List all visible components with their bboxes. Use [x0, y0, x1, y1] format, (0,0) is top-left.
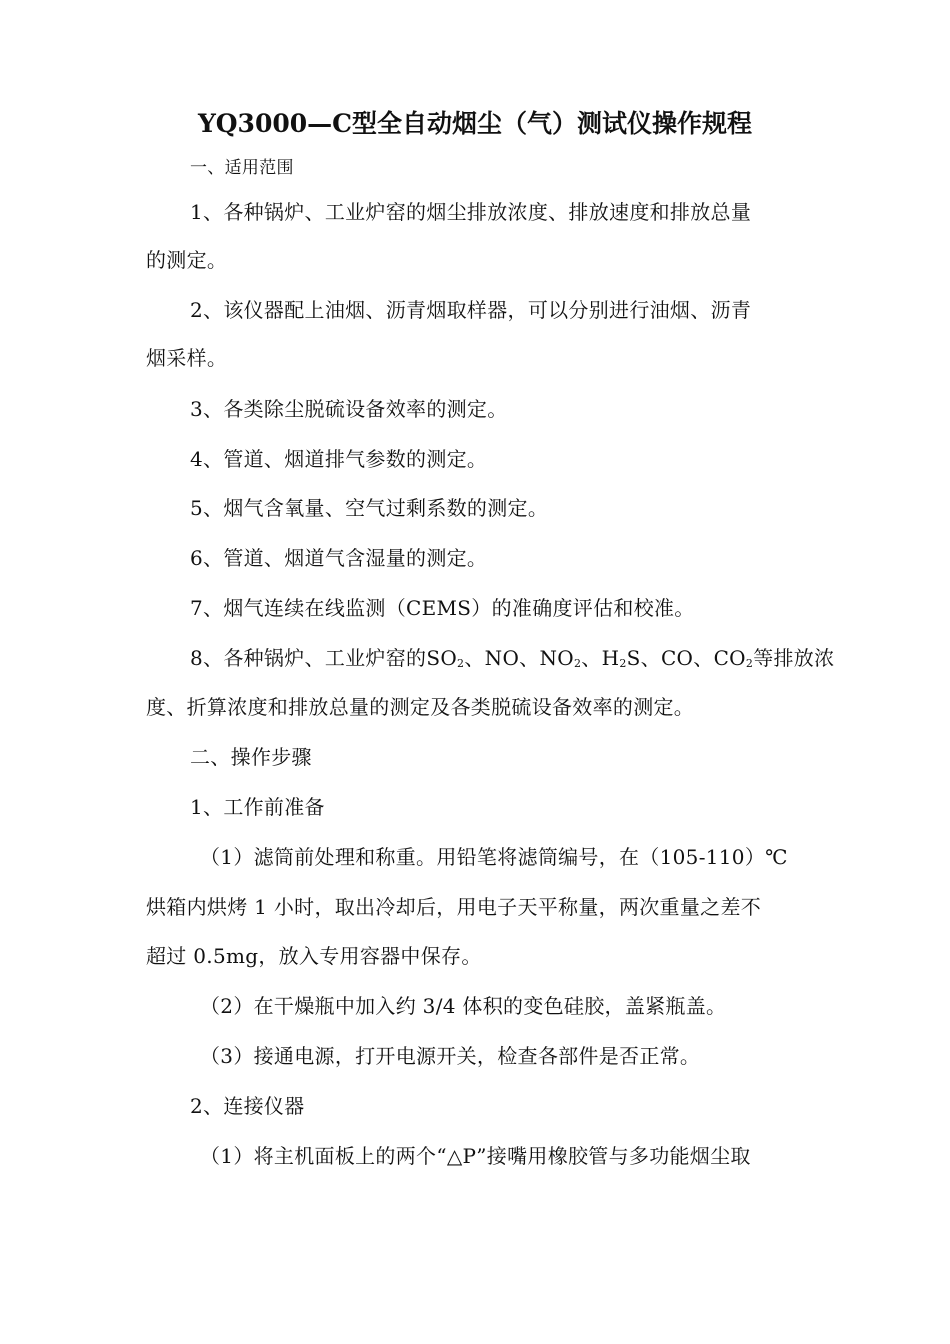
paragraph-line: （1）滤筒前处理和称重。用铅笔将滤筒编号，在（105-110）℃	[200, 845, 788, 869]
paragraph-line: 超过 0.5mg，放入专用容器中保存。	[146, 944, 482, 968]
chem-co2: $CO_2$	[713, 646, 754, 670]
paragraph-line: 6、管道、烟道气含湿量的测定。	[190, 546, 488, 570]
text-fragment: 、CO、	[640, 646, 714, 670]
paragraph-line: （2）在干燥瓶中加入约 3/4 体积的变色硅胶，盖紧瓶盖。	[200, 994, 727, 1018]
text-fragment: 、NO、	[464, 646, 540, 670]
chem-no2: $NO_2$	[539, 646, 582, 670]
document-title: YQ3000—C型全自动烟尘（气）测试仪操作规程	[197, 109, 753, 138]
chem-so2: $SO_2$	[426, 646, 465, 670]
paragraph-line: 烘箱内烘烤 1 小时，取出冷却后，用电子天平称量，两次重量之差不	[146, 895, 762, 919]
paragraph-line: 度、折算浓度和排放总量的测定及各类脱硫设备效率的测定。	[146, 695, 695, 719]
subsection-heading: 2、连接仪器	[190, 1094, 305, 1118]
subsection-heading: 1、工作前准备	[190, 795, 325, 819]
text-fragment: 、	[581, 646, 602, 670]
paragraph-line: （3）接通电源，打开电源开关，检查各部件是否正常。	[200, 1044, 701, 1068]
paragraph-line: （1）将主机面板上的两个“△P”接嘴用橡胶管与多功能烟尘取	[200, 1144, 751, 1168]
section-heading-steps: 二、操作步骤	[190, 745, 312, 769]
section-heading-scope: 一、适用范围	[190, 158, 294, 178]
paragraph-line: 4、管道、烟道排气参数的测定。	[190, 447, 488, 471]
text-fragment: 等排放浓	[753, 646, 835, 670]
text-fragment: 8、各种锅炉、工业炉窑的	[190, 646, 427, 670]
paragraph-line-gases	[190, 644, 860, 678]
paragraph-line: 烟采样。	[146, 346, 228, 370]
paragraph-line: 5、烟气含氧量、空气过剩系数的测定。	[190, 496, 549, 520]
paragraph-line: 的测定。	[146, 248, 228, 272]
paragraph-line: 7、烟气连续在线监测（CEMS）的准确度评估和校准。	[190, 596, 695, 620]
paragraph-line: 1、各种锅炉、工业炉窑的烟尘排放浓度、排放速度和排放总量	[190, 200, 752, 224]
paragraph-line: 2、该仪器配上油烟、沥青烟取样器，可以分别进行油烟、沥青	[190, 298, 752, 322]
paragraph-line: 3、各类除尘脱硫设备效率的测定。	[190, 397, 508, 421]
chem-h2s: $H_2S$	[601, 646, 641, 670]
